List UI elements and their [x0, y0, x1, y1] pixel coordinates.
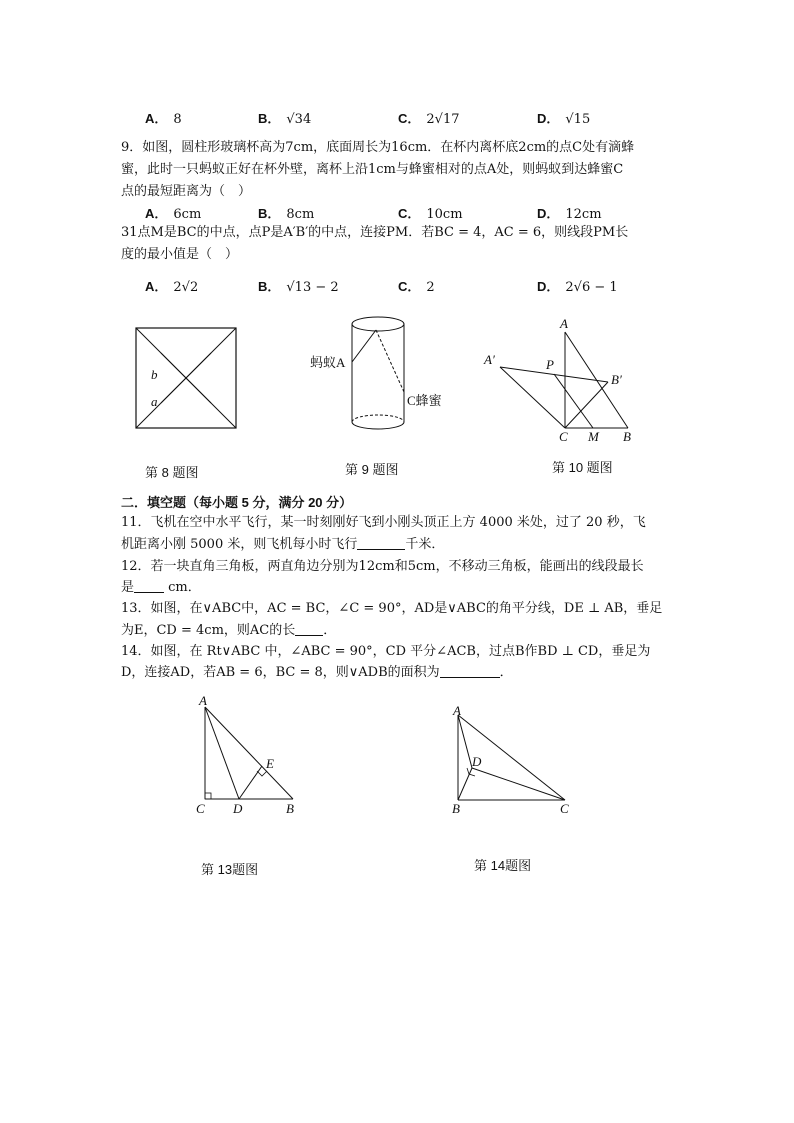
- q10-option-c: C． 2: [398, 279, 435, 295]
- figure-10-diagram: [480, 312, 650, 452]
- q14-text-line2: D，连接AD，若AB = 6，BC = 8，则∨ADB的面积为 ．: [121, 665, 513, 680]
- q11-text-line1: 11．飞机在空中水平飞行，某一时刻刚好飞到小刚头顶正上方 4000 米处，过了 20 秒，飞: [121, 515, 646, 530]
- q13-answer-blank: [295, 621, 323, 636]
- figure-10-caption: 第 10 题图: [552, 460, 613, 475]
- q14-text-line1: 14．如图，在 Rt∨ABC 中，∠ABC = 90°，CD 平分∠ACB，过点B作BD ⊥ CD，垂足为: [121, 644, 651, 659]
- fig13-label-d: D: [233, 801, 243, 816]
- q9-option-b: B． 8cm: [258, 206, 315, 222]
- q10-option-b: B． √13 − 2: [258, 279, 339, 295]
- q9-text-line3: 点的最短距离为（ ）: [121, 184, 252, 199]
- fig14-label-b: B: [452, 801, 460, 816]
- q13-text-line1: 13．如图，在∨ABC中，AC = BC，∠C = 90°，AD是∨ABC的角平分线，DE ⊥ AB，垂足: [121, 601, 663, 616]
- figure-8-caption: 第 8 题图: [145, 465, 199, 480]
- fig14-label-a: A: [453, 703, 461, 718]
- q11-text-line2: 机距离小刚 5000 米，则飞机每小时飞行 千米．: [121, 537, 445, 552]
- fig10-label-m: M: [588, 429, 599, 444]
- q9-option-c: C． 10cm: [398, 206, 463, 222]
- fig9-label-ant: 蚂蚁A: [310, 355, 346, 370]
- q9-text-line1: 9．如图，圆柱形玻璃杯高为7cm，底面周长为16cm．在杯内离杯底2cm的点C处有滴蜂: [121, 140, 635, 155]
- q9-text-line2: 蜜，此时一只蚂蚁正好在杯外壁，离杯上沿1cm与蜂蜜相对的点A处，则蚂蚁到达蜂蜜C: [121, 162, 624, 177]
- fig13-label-b: B: [286, 801, 294, 816]
- figure-14-diagram: [445, 700, 585, 820]
- figure-8-diagram: [130, 322, 240, 432]
- figure-14-caption: 第 14题图: [474, 858, 532, 873]
- q12-text-line2: 是 cm．: [121, 580, 201, 595]
- section-2-heading: 二．填空题（每小题 5 分，满分 20 分）: [121, 495, 353, 510]
- q13-text-line2: 为E，CD = 4cm，则AC的长 ．: [121, 623, 337, 638]
- figure-9-caption: 第 9 题图: [345, 462, 399, 477]
- fig9-label-honey: C蜂蜜: [407, 393, 442, 408]
- fig10-label-aprime: A′: [484, 352, 495, 367]
- fig13-label-e: E: [266, 756, 274, 771]
- q11-answer-blank: [357, 535, 405, 550]
- fig10-label-c: C: [559, 429, 568, 444]
- q8-option-b: B． √34: [258, 111, 312, 127]
- figure-13-caption: 第 13题图: [201, 862, 259, 877]
- q9-option-d: D． 12cm: [537, 206, 602, 222]
- q8-option-d: D． √15: [537, 111, 591, 127]
- q14-answer-blank: [440, 663, 500, 678]
- fig10-label-p: P: [546, 357, 554, 372]
- figure-13-diagram: [190, 695, 310, 820]
- q10-option-d: D． 2√6 − 1: [537, 279, 618, 295]
- fig10-label-a: A: [560, 316, 568, 331]
- fig10-label-b: B: [623, 429, 631, 444]
- fig8-label-b: b: [151, 367, 158, 382]
- q9-option-a: A． 6cm: [145, 206, 202, 222]
- fig14-label-d: D: [472, 754, 482, 769]
- q10-option-a: A． 2√2: [145, 279, 199, 295]
- q12-text-line1: 12．若一块直角三角板，两直角边分别为12cm和5cm，不移动三角板，能画出的线段最长: [121, 559, 644, 574]
- fig13-label-c: C: [196, 801, 205, 816]
- fig14-label-c: C: [560, 801, 569, 816]
- fig8-label-a: a: [151, 394, 158, 409]
- fig13-label-a: A: [199, 693, 207, 708]
- q10-text-line2: 度的最小值是（ ）: [121, 247, 239, 262]
- figure-9-diagram: [308, 312, 458, 437]
- fig10-label-bprime: B′: [611, 372, 622, 387]
- q8-option-a: A． 8: [145, 111, 182, 127]
- q10-text-line1: 31点M是BC的中点，点P是A′B′的中点，连接PM．若BC = 4，AC = 6，则线段PM长: [121, 225, 629, 240]
- q12-answer-blank: [134, 578, 164, 593]
- q8-option-c: C． 2√17: [398, 111, 460, 127]
